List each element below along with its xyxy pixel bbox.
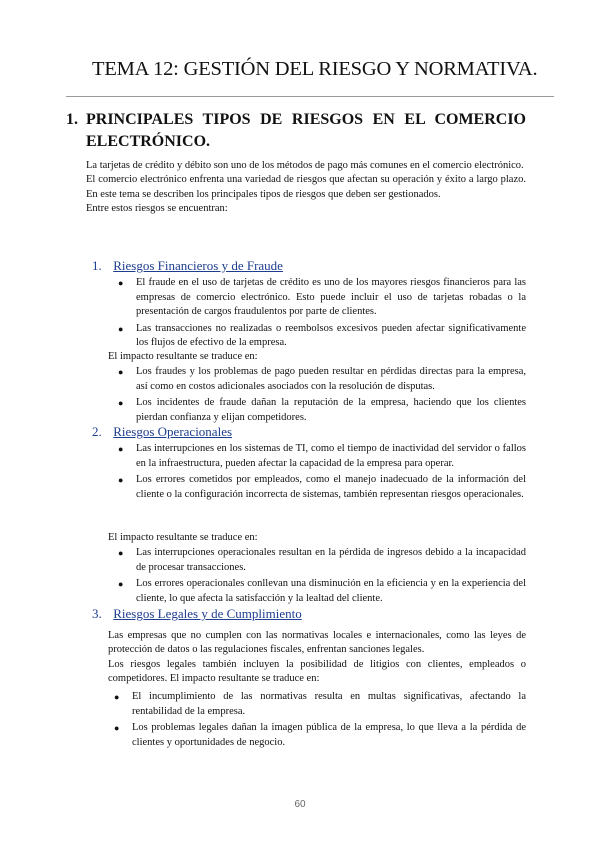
section-number: 1. [66,111,78,128]
bullet-icon: ● [118,548,124,558]
risk-heading-financial [92,258,283,274]
risk-heading-legal [92,606,302,622]
bullet-icon: ● [118,278,124,288]
list-item: ● Los fraudes y los problemas de pago pueden resultar en pérdidas directas para la empresa, así como en costos adicionales asociados con la resolución de disputas. [118,366,526,392]
impact-label: El impacto resultante se traduce en: [108,351,258,362]
bullet-icon: ● [118,475,124,485]
list-item: ● Las interrupciones operacionales resultan en la pérdida de ingresos debido a la incapacidad de procesar transacciones. [118,547,526,573]
bullet-icon: ● [118,398,124,408]
title-divider [66,96,554,97]
bullet-icon: ● [118,579,124,589]
risk-legal-text [108,629,526,687]
list-item: ● El incumplimiento de las normativas resulta en multas significativas, afectando la rentabilidad de la empresa. [114,691,526,717]
bullet-icon: ● [114,723,120,733]
section-title: PRINCIPALES TIPOS DE RIESGOS EN EL COMERCIO ELECTRÓNICO. [86,111,526,150]
risk-title-link[interactable]: Riesgos Financieros y de Fraude [113,258,283,273]
list-item: ● Los errores cometidos por empleados, como el manejo inadecuado de la información del cliente o la configuración incorrecta de sistemas, también representan riesgos operacionales. [118,474,526,500]
bullet-icon: ● [118,323,124,334]
bullet-icon: ● [118,444,124,454]
risk-title-link[interactable]: Riesgos Operacionales [113,424,233,439]
section-intro [86,159,526,217]
paragraph: Los riesgos legales también incluyen la posibilidad de litigios con clientes, empleados o competidores. El impacto resultante se traduce en: [108,658,526,685]
risk-operational-impacts [116,546,526,608]
impact-label: El impacto resultante se traduce en: [108,532,258,543]
list-item: ● Las transacciones no realizadas o reembolsos excesivos pueden afectar significativamente los flujos de efectivo de la empresa. [118,322,526,348]
section-heading [66,109,526,153]
list-item: ● Las interrupciones en los sistemas de TI, como el tiempo de inactividad del servidor o fallos en la infraestructura, pueden afectar la capacidad de la empresa para operar. [118,443,526,469]
intro-paragraph: Entre estos riesgos se encuentran: [86,203,228,215]
risk-heading-operational [92,424,232,440]
risk-title-link[interactable]: Riesgos Legales y de Cumplimiento [113,606,302,621]
list-item: ● Los errores operacionales conllevan una disminución en la eficiencia y en la experiencia del cliente, lo que afecta la satisfacción y la lealtad del cliente. [118,578,526,604]
paragraph: Las empresas que no cumplen con las normativas locales e internacionales, como las leyes de protección de datos o las regulaciones fiscales, enfrentan sanciones legales. [108,630,526,656]
risk-number: 2. [92,424,102,439]
list-item: ● Los problemas legales dañan la imagen pública de la empresa, lo que lleva a la pérdida de clientes y oportunidades de negocio. [114,722,526,748]
list-item: ● El fraude en el uso de tarjetas de crédito es uno de los mayores riesgos financieros para las empresas de comercio electrónico. Esto puede incluir el uso de tarjetas robadas o la presentación de cargos fraudulentos por parte de clientes. [118,277,526,317]
intro-paragraph: La tarjetas de crédito y débito son uno de los métodos de pago más comunes en el comercio electrónico. [86,160,524,171]
page-number: 60 [294,799,306,810]
risk-number: 1. [92,258,102,273]
bullet-icon: ● [118,367,124,377]
risk-financial-impacts [116,365,526,427]
risk-legal-impacts [112,690,526,752]
risk-financial-bullets [116,276,526,353]
risk-number: 3. [92,606,102,621]
intro-paragraph: El comercio electrónico enfrenta una variedad de riesgos que afectan su operación y éxito a largo plazo. En este tema se describen los principales tipos de riesgos que deben ser gestionados. [86,174,526,200]
bullet-icon: ● [114,692,120,702]
risk-operational-bullets [116,442,526,504]
list-item: ● Los incidentes de fraude dañan la reputación de la empresa, haciendo que los clientes pierdan confianza y elijan competidores. [118,397,526,423]
page-title: TEMA 12: GESTIÓN DEL RIESGO Y NORMATIVA. [92,58,538,80]
